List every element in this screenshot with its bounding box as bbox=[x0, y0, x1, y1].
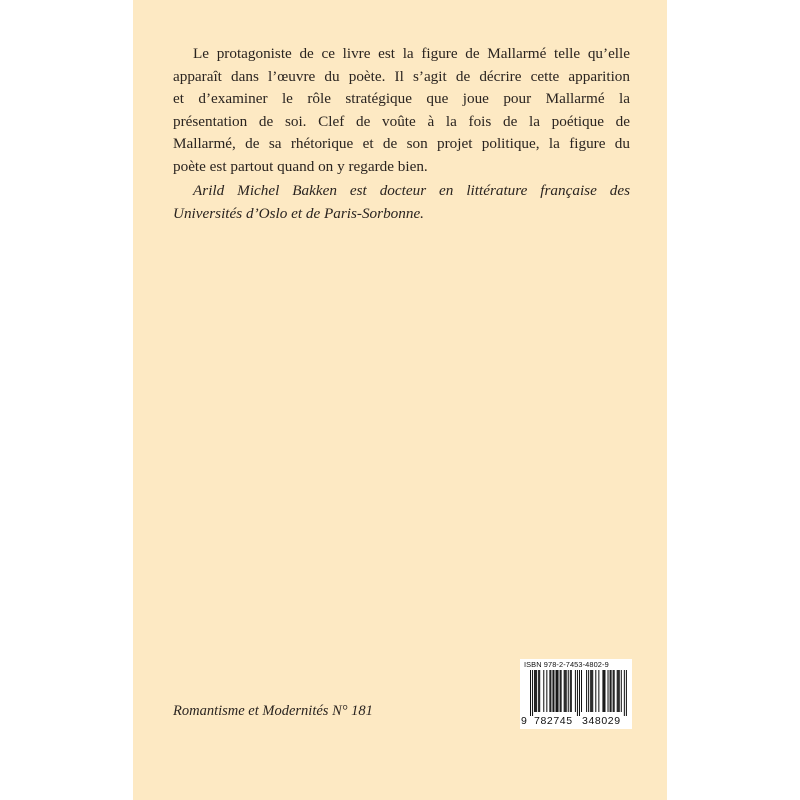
barcode-bar bbox=[565, 670, 566, 712]
barcode-bar bbox=[561, 670, 562, 712]
barcode-bar bbox=[608, 670, 609, 712]
barcode-bar bbox=[564, 670, 565, 712]
isbn-label: ISBN 978-2-7453-4802-9 bbox=[524, 660, 609, 669]
barcode-bar bbox=[619, 670, 620, 712]
barcode-bar bbox=[534, 670, 535, 712]
blurb-line: et d’examiner le rôle stratégique que joue pour Mallarmé la bbox=[173, 90, 630, 107]
blurb-line: présentation de soi. Clef de voûte à la fois de la poétique de bbox=[173, 112, 630, 130]
blurb-line: apparaît dans l’œuvre du poète. Il s’agit de décrire cette apparition bbox=[173, 67, 630, 85]
blurb-line: Le protagoniste de ce livre est la figure de Mallarmé telle qu’elle bbox=[193, 45, 630, 62]
barcode-bar bbox=[603, 670, 604, 712]
blurb-line: Mallarmé, de sa rhétorique et de son projet politique, la figure du bbox=[173, 135, 630, 152]
barcode-bar bbox=[546, 670, 547, 712]
series-title: Romantisme et Modernités N° 181 bbox=[173, 703, 373, 719]
barcode-bar bbox=[530, 670, 531, 716]
barcode-bar bbox=[604, 670, 605, 712]
ean-lead-digit: 9 bbox=[521, 715, 528, 727]
ean-digits bbox=[520, 715, 632, 729]
barcode-bar bbox=[598, 670, 599, 712]
barcode-bar bbox=[539, 670, 540, 712]
barcode-bar bbox=[552, 670, 553, 712]
ean-right-group: 348029 bbox=[582, 715, 621, 727]
barcode-bar bbox=[557, 670, 558, 712]
barcode-bar bbox=[592, 670, 593, 712]
barcode-bar bbox=[613, 670, 614, 712]
barcode-bar bbox=[610, 670, 611, 712]
barcode-bar bbox=[617, 670, 618, 712]
barcode-bar bbox=[543, 670, 544, 712]
barcode-bar bbox=[535, 670, 536, 712]
barcode-bar bbox=[618, 670, 619, 712]
barcode-bar bbox=[549, 670, 550, 712]
ean-left-group: 782745 bbox=[534, 715, 573, 727]
author-bio bbox=[173, 180, 630, 225]
barcode-bar bbox=[558, 670, 559, 712]
barcode-bar bbox=[602, 670, 603, 712]
barcode-bar bbox=[588, 670, 589, 712]
bio-line: Arild Michel Bakken est docteur en littérature française des bbox=[193, 182, 630, 199]
bio-line: Universités d’Oslo et de Paris-Sorbonne. bbox=[173, 204, 424, 222]
barcode-bar bbox=[571, 670, 572, 712]
isbn-barcode bbox=[520, 659, 632, 729]
barcode-bar bbox=[611, 670, 612, 712]
barcode-bar bbox=[536, 670, 537, 712]
barcode-bar bbox=[577, 670, 578, 716]
barcode-bars bbox=[520, 670, 632, 716]
barcode-bar bbox=[590, 670, 591, 712]
barcode-bar bbox=[532, 670, 533, 716]
book-blurb bbox=[173, 43, 630, 178]
barcode-bar bbox=[579, 670, 580, 716]
barcode-bar bbox=[560, 670, 561, 712]
barcode-bar bbox=[570, 670, 571, 712]
barcode-bar bbox=[553, 670, 554, 712]
barcode-bar bbox=[626, 670, 627, 716]
blurb-line: poète est partout quand on y regarde bien. bbox=[173, 157, 428, 175]
barcode-bar bbox=[621, 670, 622, 712]
barcode-bar bbox=[614, 670, 615, 712]
barcode-bar bbox=[624, 670, 625, 716]
barcode-bar bbox=[538, 670, 539, 712]
barcode-bar bbox=[550, 670, 551, 712]
barcode-bar bbox=[568, 670, 569, 712]
barcode-bar bbox=[575, 670, 576, 712]
barcode-bar bbox=[595, 670, 596, 712]
barcode-bar bbox=[566, 670, 567, 712]
barcode-bar bbox=[581, 670, 582, 712]
barcode-bar bbox=[586, 670, 587, 712]
barcode-bar bbox=[556, 670, 557, 712]
barcode-bar bbox=[591, 670, 592, 712]
